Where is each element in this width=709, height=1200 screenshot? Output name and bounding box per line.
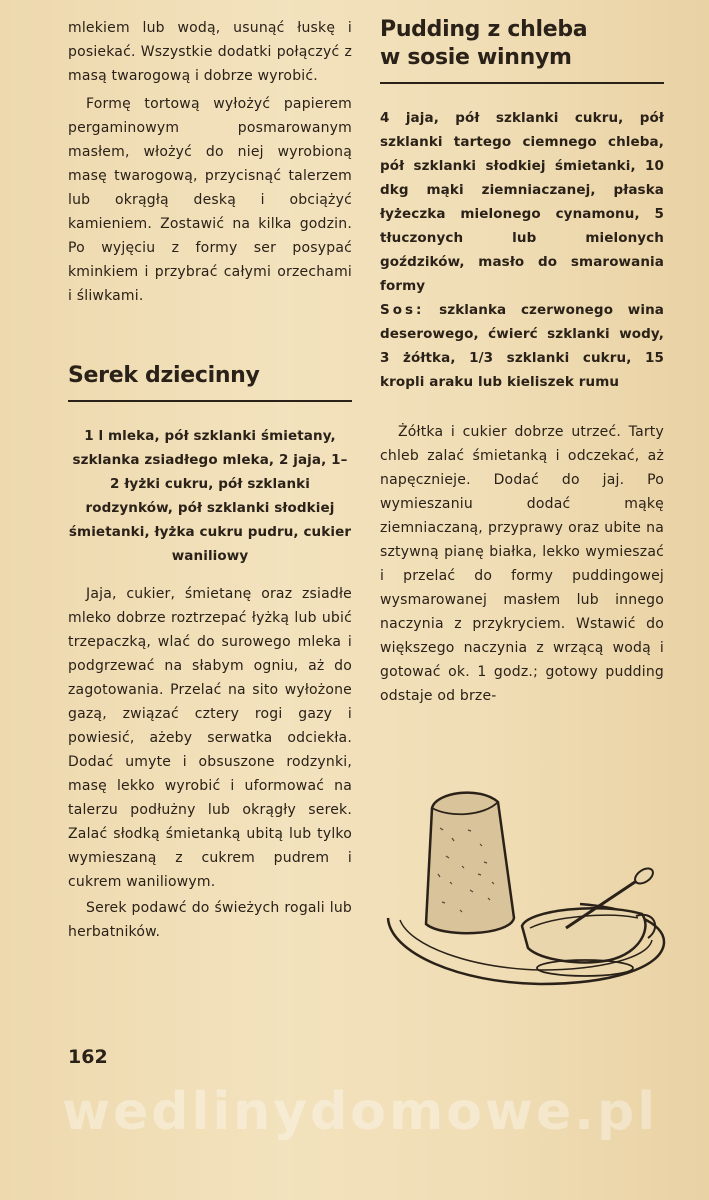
instructions-serek: Jaja, cukier, śmietanę oraz zsiadłe mleko dobrze roztrzepać łyżką lub ubić trzepaczką, wlać do surowego mleka i podgrzewać na słabym ogniu, aż do zagotowania. Przelać na sito wyłożone gazą, związać cztery rogi gazy i powiesić, ażeby serwatka odciekła. Dodać umyte i obsuszone rodzynki, masę lekko wyrobić i uformować na talerzu podłużny lub okrągły serek. Zalać słodką śmietanką ubitą lub tylko wymieszaną z cukrem pudrem i cukrem waniliowym. [68, 586, 352, 890]
continued-paragraph: mlekiem lub wodą, usunąć łuskę i posiekać. Wszystkie dodatki połączyć z masą twarogową i dobrze wyrobić. [68, 20, 352, 84]
sauce-text: szklanka czerwonego wina deserowego, ćwierć szklanki wody, 3 żółtka, 1/3 szklanki cukru, 15 kropli araku lub kieliszek rumu [380, 302, 664, 390]
title-rule [380, 82, 664, 84]
ingredients-serek: 1 l mleka, pół szklanki śmietany, szklanka zsiadłego mleka, 2 jaja, 1–2 łyżki cukru, pół szklanki rodzynków, pół szklanki słodkiej śmietanki, łyżka cukru pudru, cukier waniliowy [68, 428, 352, 564]
recipe-title-serek: Serek dziecinny [68, 363, 260, 388]
sauce-ingredients [380, 298, 664, 394]
recipe-title-pudding-line2: w sosie winnym [380, 45, 572, 70]
watermark: wedlinydomowe.pl [61, 1082, 659, 1142]
title-rule [68, 400, 352, 402]
serving-note: Serek podawć do świeżych rogali lub herbatników. [68, 900, 352, 940]
sauce-label: Sos: [380, 302, 425, 318]
ingredients-pudding: 4 jaja, pół szklanki cukru, pół szklanki tartego ciemnego chleba, pół szklanki słodkiej śmietanki, 10 dkg mąki ziemniaczanej, płaska łyżeczka mielonego cynamonu, 5 tłuczonych lub mielonych goździków, masło do smarowania formy [380, 110, 664, 294]
recipe-title-pudding-line1: Pudding z chleba [380, 17, 588, 42]
right-column [380, 0, 664, 708]
page-number: 162 [68, 1046, 108, 1068]
paragraph-mold: Formę tortową wyłożyć papierem pergaminowym posmarowanym masłem, włożyć do niej wyrobioną masę twarogową, przycisnąć talerzem lub okrągłą deską i obciążyć kamieniem. Zostawić na kilka godzin. Po wyjęciu z formy ser posypać kminkiem i przybrać całymi orzechami i śliwkami. [68, 96, 352, 304]
instructions-pudding: Żółtka i cukier dobrze utrzeć. Tarty chleb zalać śmietanką i odczekać, aż napęcznieje. Dodać do jaj. Po wymieszaniu dodać mąkę ziemniaczaną, przyprawy oraz ubite na sztywną pianę białka, lekko wymieszać i przelać do formy puddingowej wysmarowanej masłem lub innego naczynia z przykryciem. Wstawić do większego naczynia z wrzącą wodą i gotować ok. 1 godz.; gotowy pudding odstaje od brze- [380, 424, 664, 704]
pudding-on-plate-with-sauce-boat-and-spoon-icon [380, 778, 670, 1018]
left-column [68, 0, 352, 944]
